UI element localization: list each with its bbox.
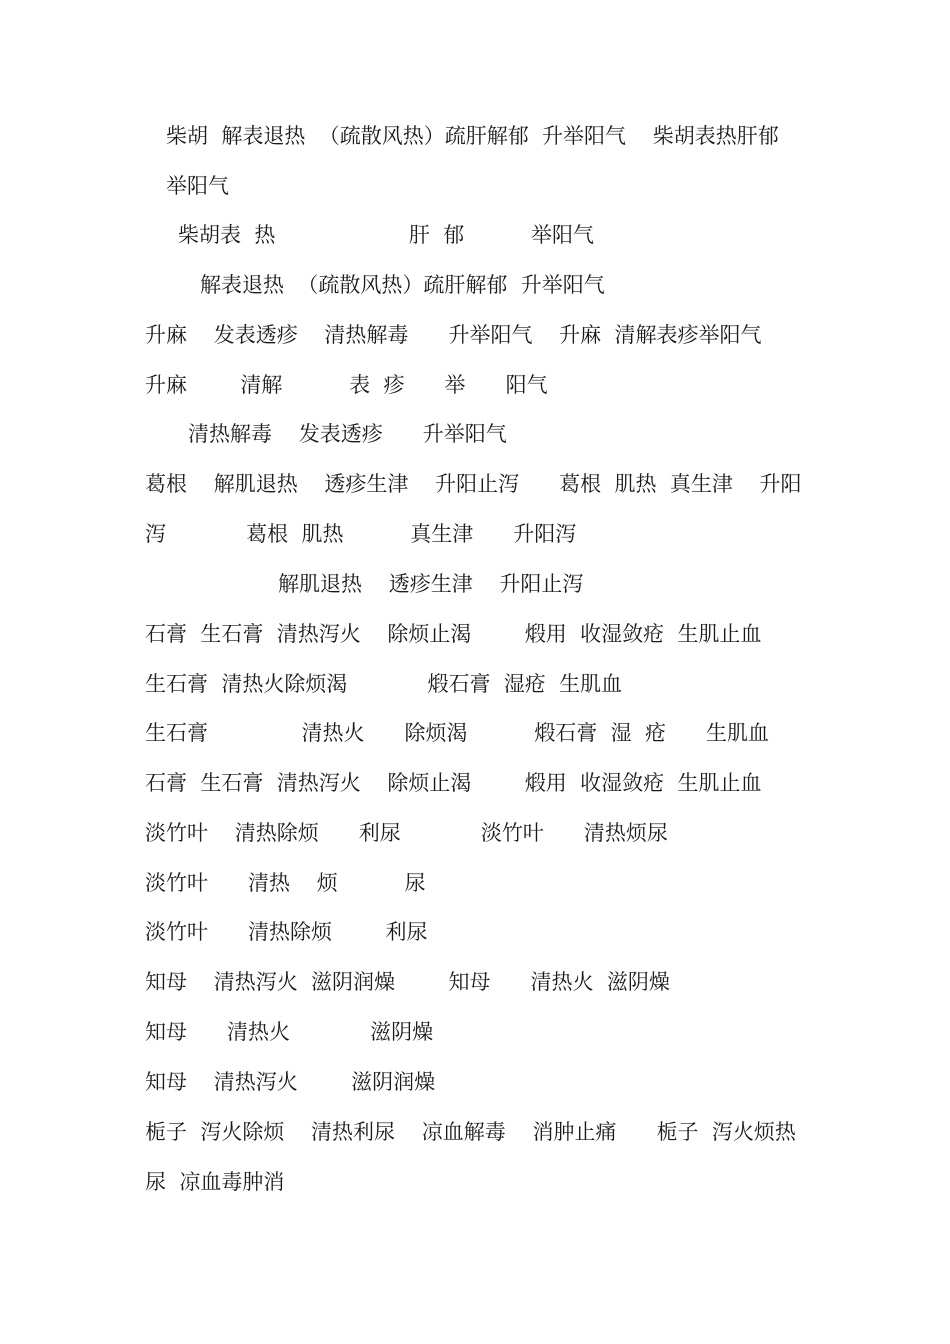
text-line: 淡竹叶 清热 烦 尿 xyxy=(145,871,426,895)
text-line: 柴胡表 热 肝 郁 举阳气 xyxy=(178,223,594,247)
text-line: 解肌退热 透疹生津 升阳止泻 xyxy=(278,572,584,596)
text-line: 升麻 发表透疹 清热解毒 升举阳气 升麻 清解表疹举阳气 xyxy=(145,323,762,347)
text-line: 葛根 解肌退热 透疹生津 升阳止泻 葛根 肌热 真生津 升阳 xyxy=(145,472,802,496)
text-line: 清热解毒 发表透疹 升举阳气 xyxy=(188,422,507,446)
text-line: 生石膏 清热火除烦渴 煅石膏 湿疮 生肌血 xyxy=(145,672,623,696)
text-line: 解表退热 （疏散风热）疏肝解郁 升举阳气 xyxy=(200,273,605,297)
text-line: 石膏 生石膏 清热泻火 除烦止渴 煅用 收湿敛疮 生肌止血 xyxy=(145,771,762,795)
text-line: 知母 清热火 滋阴燥 xyxy=(145,1020,434,1044)
text-line: 生石膏 清热火 除烦渴 煅石膏 湿 疮 生肌血 xyxy=(145,721,770,745)
text-line: 知母 清热泻火 滋阴润燥 xyxy=(145,1070,436,1094)
text-line: 升麻 清解 表 疹 举 阳气 xyxy=(145,373,548,397)
text-line: 知母 清热泻火 滋阴润燥 知母 清热火 滋阴燥 xyxy=(145,970,670,994)
text-line: 栀子 泻火除烦 清热利尿 凉血解毒 消肿止痛 栀子 泻火烦热 xyxy=(145,1120,796,1144)
text-line: 淡竹叶 清热除烦 利尿 淡竹叶 清热烦尿 xyxy=(145,821,668,845)
text-line: 举阳气 xyxy=(166,174,229,198)
text-line: 淡竹叶 清热除烦 利尿 xyxy=(145,920,428,944)
text-line: 柴胡 解表退热 （疏散风热）疏肝解郁 升举阳气 柴胡表热肝郁 xyxy=(166,124,779,148)
text-line: 泻 葛根 肌热 真生津 升阳泻 xyxy=(145,522,577,546)
text-line: 尿 凉血毒肿消 xyxy=(145,1170,285,1194)
text-line: 石膏 生石膏 清热泻火 除烦止渴 煅用 收湿敛疮 生肌止血 xyxy=(145,622,762,646)
